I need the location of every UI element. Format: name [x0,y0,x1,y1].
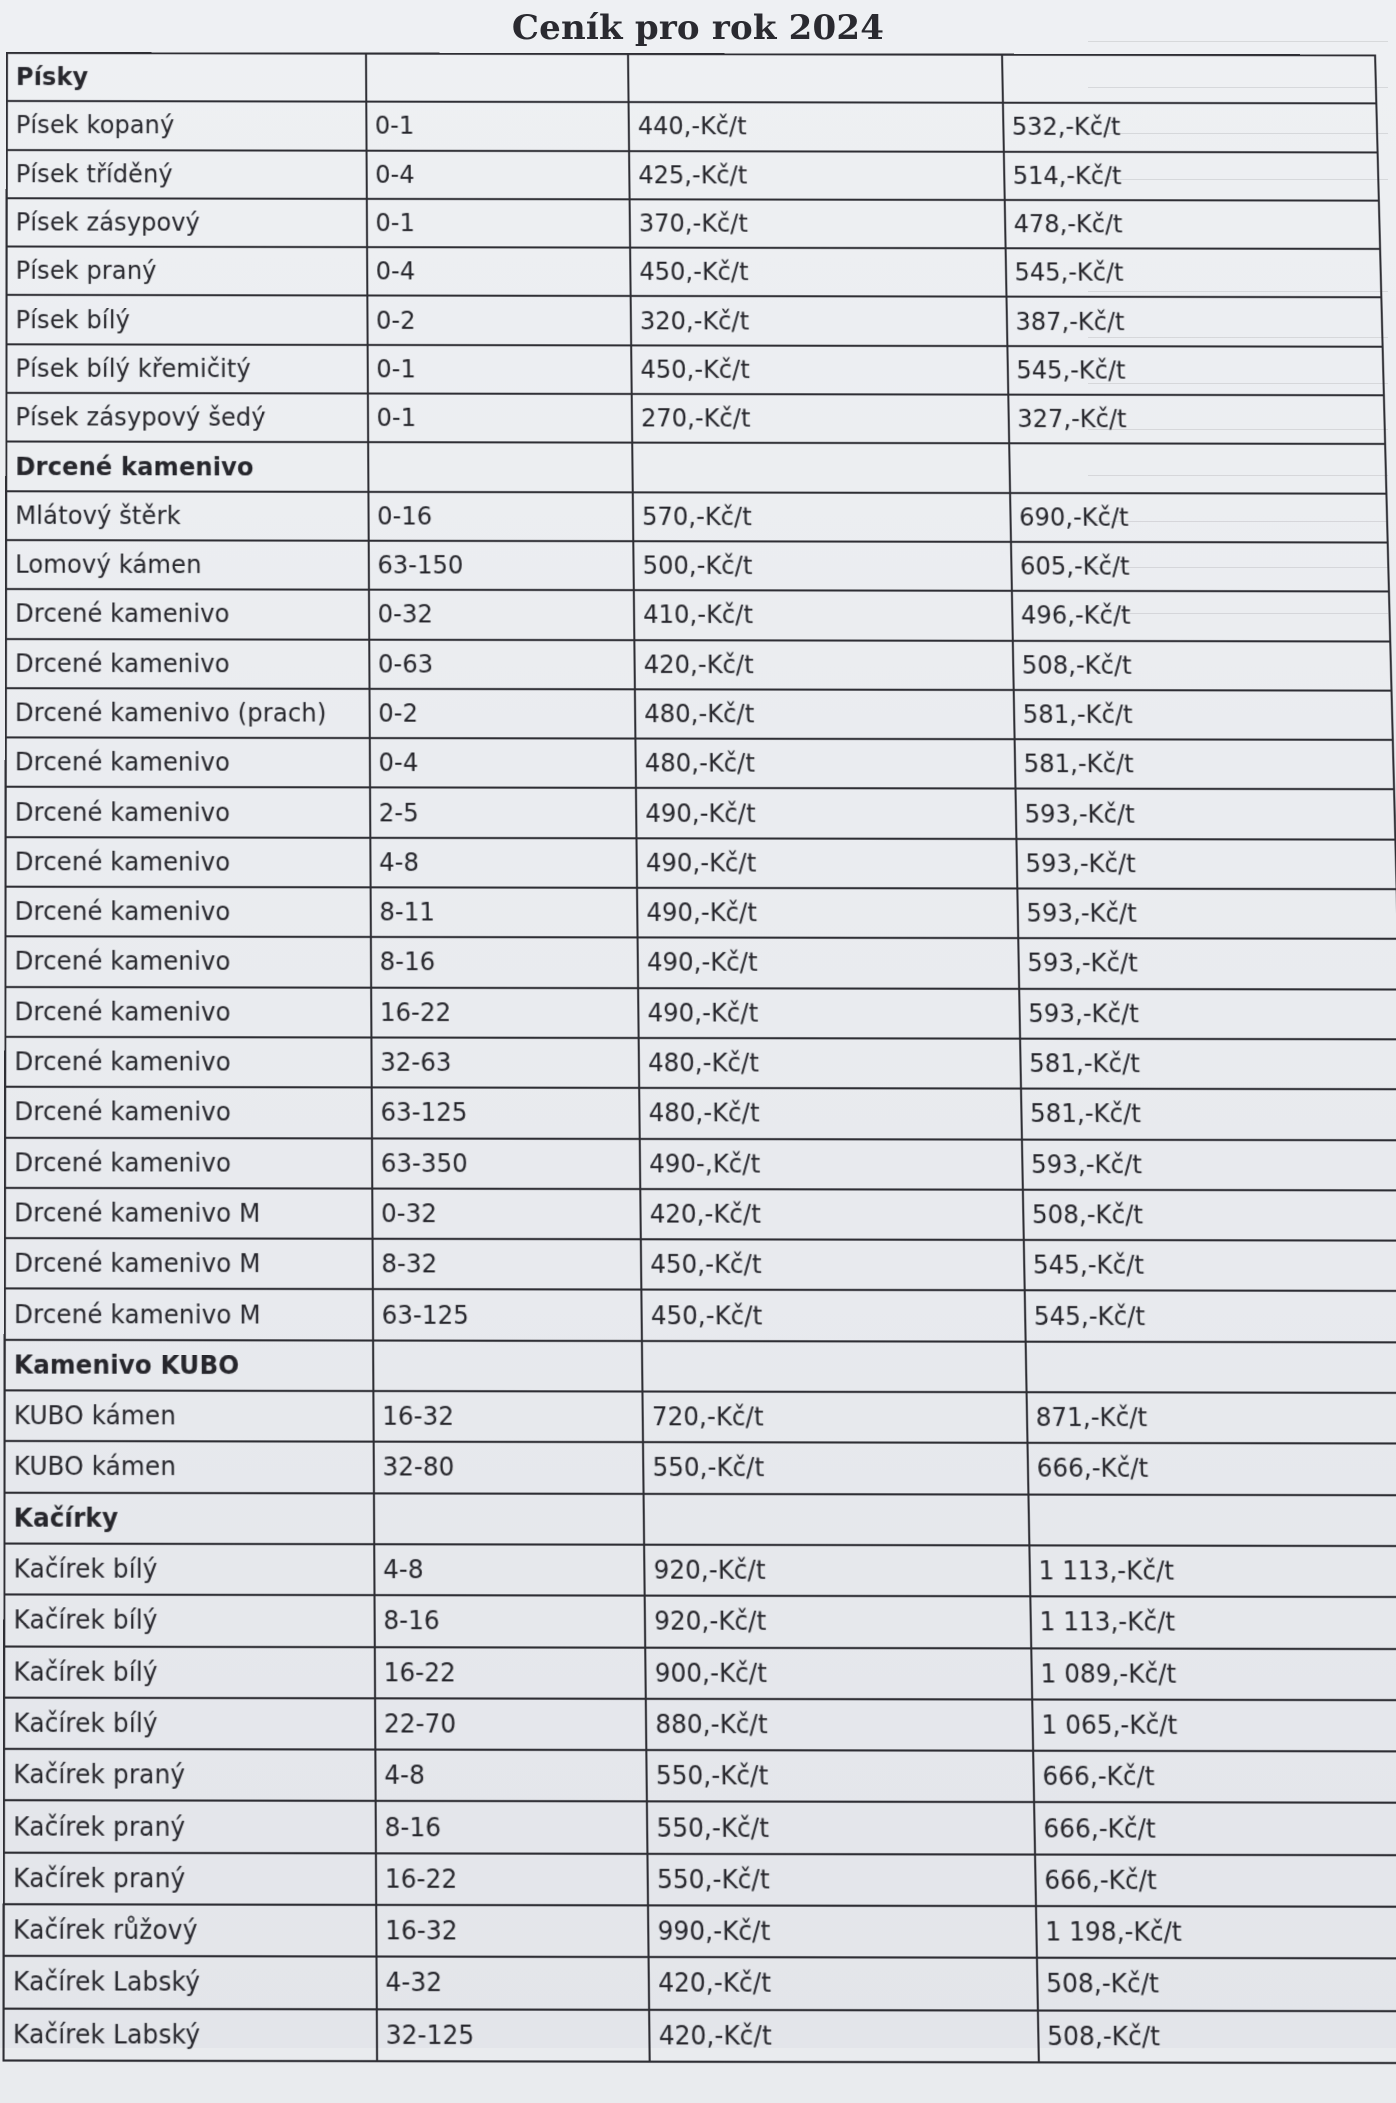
empty-cell [632,443,1009,493]
price-cell: 410,-Kč/t [634,590,1012,640]
product-name-cell: Drcené kamenivo [5,887,370,938]
price-vat-cell: 593,-Kč/t [1021,1139,1396,1190]
price-cell: 900,-Kč/t [645,1647,1031,1699]
product-name-cell: Drcené kamenivo [5,937,370,988]
price-vat-cell: 1 089,-Kč/t [1031,1648,1396,1700]
price-cell: 920,-Kč/t [644,1545,1030,1597]
price-cell: 450,-Kč/t [631,345,1008,395]
fraction-cell: 16-22 [375,1853,648,1905]
price-cell: 490,-Kč/t [638,938,1019,989]
product-name-cell: Písek zásypový šedý [6,393,367,443]
product-name-cell: Mlátový štěrk [6,491,368,541]
price-vat-cell: 1 065,-Kč/t [1032,1699,1396,1751]
price-vat-cell: 545,-Kč/t [1005,248,1381,297]
table-row [5,1087,1396,1140]
section-header-row [6,442,1386,493]
table-row [5,1289,1396,1342]
price-vat-cell: 532,-Kč/t [1002,103,1377,152]
price-cell: 420,-Kč/t [649,2009,1038,2062]
fraction-cell: 8-16 [374,1595,645,1647]
price-vat-cell: 581,-Kč/t [1014,739,1394,789]
fraction-cell: 2-5 [370,788,637,838]
fraction-cell: 16-32 [373,1391,643,1442]
price-cell: 990,-Kč/t [648,1905,1036,1958]
price-cell: 570,-Kč/t [633,492,1011,542]
fraction-cell: 32-63 [371,1037,639,1088]
price-cell: 480,-Kč/t [639,1038,1021,1089]
price-vat-cell: 593,-Kč/t [1019,988,1396,1039]
product-name-cell: Kačírek bílý [4,1595,374,1647]
price-cell: 370,-Kč/t [630,199,1005,248]
price-vat-cell: 1 198,-Kč/t [1035,1906,1396,1959]
price-vat-cell: 593,-Kč/t [1016,839,1396,889]
empty-cell [368,443,633,493]
product-name-cell: KUBO kámen [5,1390,374,1442]
price-vat-cell: 605,-Kč/t [1010,542,1388,592]
price-cell: 490,-Kč/t [637,838,1017,888]
fraction-cell: 16-22 [371,987,639,1038]
empty-cell [373,1493,644,1545]
product-name-cell: Písek kopaný [7,101,366,150]
price-vat-cell: 690,-Kč/t [1010,493,1388,543]
price-cell: 480,-Kč/t [635,689,1014,739]
product-name-cell: Písek bílý křemičitý [6,344,367,393]
product-name-cell: Lomový kámen [6,540,368,590]
table-row [7,150,1379,201]
price-vat-cell: 666,-Kč/t [1034,1802,1396,1854]
table-row [6,688,1393,740]
product-name-cell: Kačírek bílý [4,1646,374,1698]
product-name-cell: Drcené kamenivo [6,837,371,887]
product-name-cell: Drcené kamenivo [5,1087,371,1138]
price-vat-cell: 666,-Kč/t [1035,1854,1396,1907]
price-cell: 490-,Kč/t [640,1138,1023,1189]
fraction-cell: 0-2 [369,689,635,739]
price-cell: 550,-Kč/t [643,1442,1028,1494]
price-vat-cell: 871,-Kč/t [1026,1392,1396,1444]
product-name-cell: Kačírek Labský [4,1956,377,2009]
fraction-cell: 8-11 [370,887,637,937]
product-name-cell: Drcené kamenivo M [5,1289,373,1340]
table-row [6,589,1390,641]
price-vat-cell: 593,-Kč/t [1018,938,1396,989]
fraction-cell: 0-1 [367,345,632,394]
product-name-cell: Drcené kamenivo [6,787,370,837]
section-title: Písky [7,53,366,102]
fraction-cell: 22-70 [375,1698,647,1750]
fraction-cell: 0-32 [368,590,634,640]
price-vat-cell: 666,-Kč/t [1027,1443,1396,1495]
price-table [2,52,1396,2064]
fraction-cell: 0-16 [368,492,633,542]
product-name-cell: Drcené kamenivo [5,1037,371,1088]
product-name-cell: Písek bílý [6,295,367,344]
fraction-cell: 8-16 [370,937,638,987]
fraction-cell: 0-1 [366,102,629,151]
price-vat-cell: 327,-Kč/t [1008,395,1385,445]
price-vat-cell: 508,-Kč/t [1036,1958,1396,2011]
empty-cell [366,54,629,103]
fraction-cell: 0-32 [372,1188,641,1239]
price-cell: 880,-Kč/t [646,1699,1033,1751]
price-cell: 270,-Kč/t [632,394,1009,444]
price-vat-cell: 545,-Kč/t [1007,346,1384,396]
price-cell: 550,-Kč/t [646,1750,1033,1802]
table-row [4,1749,1396,1803]
table-row [5,887,1396,939]
table-row [5,937,1396,989]
price-cell: 550,-Kč/t [647,1854,1035,1907]
price-cell: 550,-Kč/t [647,1802,1035,1854]
product-name-cell: Kačírek praný [4,1852,376,1905]
fraction-cell: 4-8 [375,1750,647,1802]
fraction-cell: 0-63 [369,639,635,689]
product-name-cell: Kačírek růžový [4,1904,376,1957]
price-cell: 420,-Kč/t [649,1957,1038,2010]
fraction-cell: 63-125 [372,1290,642,1341]
price-cell: 450,-Kč/t [630,248,1006,297]
table-row [4,1801,1396,1855]
section-title: Kačírky [4,1492,373,1544]
price-cell: 320,-Kč/t [631,296,1007,345]
table-row [4,1697,1396,1751]
product-name-cell: Drcené kamenivo [5,1137,372,1188]
price-cell: 420,-Kč/t [634,640,1013,690]
empty-cell [373,1340,643,1391]
price-vat-cell: 581,-Kč/t [1020,1089,1396,1140]
price-cell: 420,-Kč/t [640,1189,1023,1240]
table-row [4,1904,1396,1959]
price-table-body [4,53,1396,2063]
price-cell: 425,-Kč/t [629,151,1004,200]
table-row [6,787,1396,839]
table-row [5,1390,1396,1443]
fraction-cell: 0-4 [367,247,631,296]
table-row [5,1188,1396,1241]
price-vat-cell: 508,-Kč/t [1012,640,1391,690]
table-row [6,738,1394,790]
price-vat-cell: 593,-Kč/t [1017,889,1396,940]
table-row [6,639,1392,691]
empty-cell [642,1341,1026,1393]
price-vat-cell: 581,-Kč/t [1020,1039,1396,1090]
price-cell: 480,-Kč/t [639,1088,1021,1139]
product-name-cell: KUBO kámen [5,1441,374,1493]
fraction-cell: 32-125 [376,2009,649,2062]
product-name-cell: Drcené kamenivo [6,639,369,689]
price-cell: 490,-Kč/t [638,988,1019,1039]
table-row [5,987,1396,1040]
page-title: Ceník pro rok 2024 [511,8,885,48]
price-cell: 490,-Kč/t [636,788,1016,838]
price-cell: 490,-Kč/t [637,888,1018,939]
fraction-cell: 63-350 [372,1138,641,1189]
empty-cell [644,1493,1029,1545]
fraction-cell: 0-4 [366,150,630,199]
fraction-cell: 4-8 [374,1544,645,1596]
table-row [4,1956,1396,2011]
price-vat-cell: 508,-Kč/t [1037,2010,1396,2063]
price-vat-cell: 666,-Kč/t [1033,1751,1396,1803]
table-row [6,393,1385,444]
price-vat-cell: 496,-Kč/t [1011,591,1390,641]
product-name-cell: Písek tříděný [7,150,367,199]
section-title: Drcené kamenivo [6,442,368,492]
product-name-cell: Drcené kamenivo M [5,1238,372,1289]
product-name-cell: Písek praný [7,247,367,296]
section-title: Kamenivo KUBO [5,1340,373,1391]
fraction-cell: 4-8 [370,838,637,888]
table-row [4,2008,1396,2063]
table-row [4,1852,1396,1906]
table-row [4,1543,1396,1597]
table-row [5,1441,1396,1495]
price-cell: 720,-Kč/t [642,1392,1026,1444]
table-row [4,1646,1396,1700]
table-row [6,837,1396,889]
table-row [6,295,1382,346]
price-vat-cell: 545,-Kč/t [1023,1240,1396,1291]
section-header-row [5,1340,1396,1393]
table-row [7,247,1382,298]
table-row [5,1137,1396,1190]
empty-cell [1009,444,1387,494]
price-vat-cell: 508,-Kč/t [1022,1190,1396,1241]
product-name-cell: Drcené kamenivo (prach) [6,688,369,738]
product-name-cell: Písek zásypový [7,198,367,247]
fraction-cell: 63-150 [368,541,634,591]
fraction-cell: 8-16 [375,1801,647,1853]
fraction-cell: 0-2 [367,296,631,345]
product-name-cell: Kačírek bílý [4,1543,374,1595]
price-cell: 450,-Kč/t [641,1239,1024,1290]
fraction-cell: 32-80 [373,1442,643,1494]
price-vat-cell: 478,-Kč/t [1004,200,1380,249]
price-vat-cell: 545,-Kč/t [1024,1291,1396,1342]
price-vat-cell: 1 113,-Kč/t [1029,1545,1396,1597]
price-list [2,52,1396,2103]
price-cell: 480,-Kč/t [635,739,1015,789]
product-name-cell: Drcené kamenivo [5,987,371,1038]
product-name-cell: Kačírek praný [4,1749,375,1801]
product-name-cell: Kačírek praný [4,1801,376,1853]
price-vat-cell: 593,-Kč/t [1015,789,1395,839]
fraction-cell: 0-1 [367,394,632,443]
price-vat-cell: 1 113,-Kč/t [1030,1597,1396,1649]
empty-cell [1028,1494,1396,1546]
product-name-cell: Kačírek bílý [4,1697,375,1749]
table-row [6,344,1383,395]
empty-cell [628,54,1002,103]
product-name-cell: Drcené kamenivo [6,738,370,788]
section-header-row [4,1492,1396,1546]
table-row [5,1037,1396,1090]
fraction-cell: 63-125 [371,1088,640,1139]
price-cell: 440,-Kč/t [629,102,1004,151]
table-row [6,491,1388,543]
fraction-cell: 16-22 [374,1647,645,1699]
fraction-cell: 0-4 [369,738,636,788]
product-name-cell: Drcené kamenivo [6,589,369,639]
price-vat-cell: 581,-Kč/t [1013,690,1393,740]
fraction-cell: 0-1 [366,199,630,248]
section-header-row [7,53,1376,104]
price-vat-cell: 514,-Kč/t [1003,151,1379,200]
price-vat-cell: 387,-Kč/t [1006,297,1383,346]
table-row [6,540,1389,592]
product-name-cell: Drcené kamenivo M [5,1188,372,1239]
product-name-cell: Kačírek Labský [4,2008,377,2061]
price-cell: 500,-Kč/t [633,541,1011,591]
price-cell: 450,-Kč/t [641,1290,1025,1341]
empty-cell [1002,55,1377,104]
price-cell: 920,-Kč/t [645,1596,1031,1648]
table-row [7,101,1378,152]
table-row [4,1595,1396,1649]
empty-cell [1025,1341,1396,1393]
table-row [5,1238,1396,1291]
fraction-cell: 4-32 [376,1957,649,2010]
fraction-cell: 16-32 [376,1905,649,1957]
fraction-cell: 8-32 [372,1239,641,1290]
table-row [7,198,1380,249]
